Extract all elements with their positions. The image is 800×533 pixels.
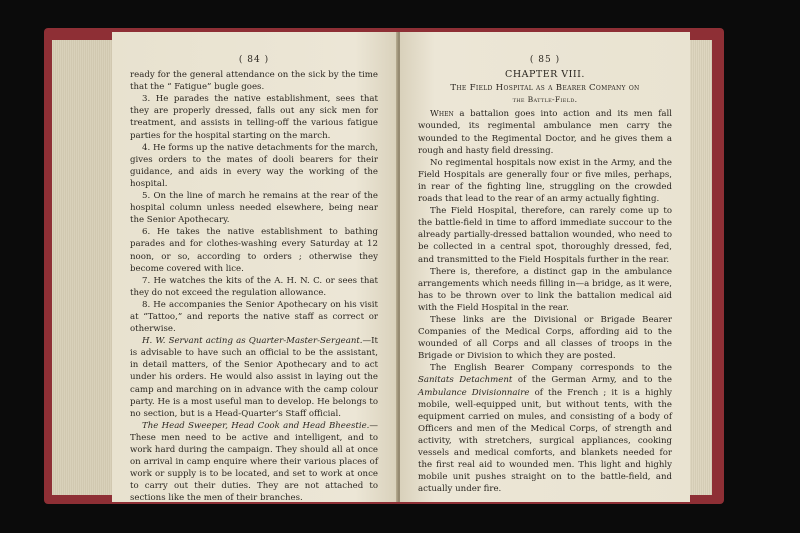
right-page-number: ( 85 ) <box>529 55 561 65</box>
paragraph <box>418 362 672 495</box>
paragraph: 8. He accompanies the Senior Apothecary on his visit at “Tattoo,” and reports the native staff as correct or otherwise. <box>130 299 378 335</box>
paragraph: 4. He forms up the native detachments for the march, gives orders to the mates of dooli bearers for their guidance, and aids in every way the working of the hospital. <box>130 142 378 189</box>
paragraph: 6. He takes the native establishment to bathing parades and for clothes-washing every Saturday at 12 noon, or so, according to orders ; otherwise they become covered with lice. <box>130 227 378 274</box>
page-edges-right <box>688 40 712 495</box>
text-run: of the French ; it is a highly mobile, well-equipped unit, but without tents, with the equipment carried on mules, and consisting of a body of Officers and men of the Medical Corps, of strength and activity, with stretchers, surgical appliances, cooking vessels and medical comforts, and blankets needed for the first real aid to wounded men. This light and highly mobile unit pushes straight on to the battle-field, and actually under fire. <box>418 387 672 495</box>
paragraph: 5. On the line of march he remains at the rear of the hospital column unless needed elsewhere, being near the Senior Apothecary. <box>130 191 378 226</box>
paragraph-body: — These men need to be active and intelligent, and to work hard during the campaign. They should all at once on arrival in camp enquire where their various places of work or supply is to be located, and set to work at once to carry out their duties. They are not attached to sections like the men of their branches. <box>130 420 378 504</box>
paragraph <box>418 108 672 156</box>
page-edges-left <box>52 40 114 495</box>
paragraph: No regimental hospitals now exist in the Army, and the Field Hospitals are generally four or five miles, perhaps, in rear of the fighting line, struggling on the crowded roads that lead to the rear of an army actually fighting. <box>418 157 672 205</box>
paragraph-body: a battalion goes into action and its men fall wounded, its regimental ambulance men carry the wounded to the Regimental Doctor, and he gives them a rough and hasty field dressing. <box>418 109 672 156</box>
paragraph: There is, therefore, a distinct gap in the ambulance arrangements which needs filling in—a bridge, as it were, has to be thrown over to link the battalion medical aid with the Field Hospital in the rear. <box>418 266 672 313</box>
paragraph: The Field Hospital, therefore, can rarely come up to the battle-field in time to afford immediate succour to the already partially-dressed battalion wounded, who need to be collected in a central spot, thoroughly dressed, fed, and transmitted to the Field Hospitals further in the rear. <box>418 206 672 265</box>
left-page <box>112 32 398 502</box>
paragraph: 7. He watches the kits of the A. H. N. C. or sees that they do not exceed the regulation allowance. <box>130 275 378 298</box>
paragraph: These links are the Divisional or Brigade Bearer Companies of the Medical Corps, affording aid to the wounded of all Corps and all classes of troops in the Brigade or Division to which they are posted. <box>418 314 672 362</box>
italic-term: Sanitats Detachment <box>418 375 513 386</box>
paragraph-heading: The Head Sweeper, Head Cook and Head Bheestie. <box>142 420 370 431</box>
paragraph: 3. He parades the native establishment, sees that they are properly dressed, falls out any sick men for treatment, and assists in telling-off the various fatigue parties for the hospital starting on the march. <box>130 94 378 141</box>
paragraph <box>130 335 378 420</box>
right-page <box>400 32 690 502</box>
paragraph-heading: H. W. Servant acting as Quarter-Master-Sergeant. <box>142 336 363 347</box>
lead-word: When <box>430 109 454 120</box>
paragraph <box>130 420 378 505</box>
right-page-text <box>418 54 672 495</box>
italic-term: Ambulance Divisionnaire <box>418 387 530 398</box>
chapter-heading-line-2: the Battle-Field. <box>512 95 578 105</box>
left-page-text <box>130 54 378 504</box>
paragraph-body: —It is advisable to have such an official to be the assistant, in detail matters, of the Senior Apothecary and to act under his orders. He would also assist in laying out the camp and marching on in advance with the camp colour party. He is a most useful man to develop. He belongs to no section, but is a Head-Quarter’s Staff official. <box>130 336 378 419</box>
text-run: The English Bearer Company corresponds to the <box>430 363 672 374</box>
paragraph: ready for the general attendance on the sick by the time that the “ Fatigue” bugle goes. <box>130 70 378 93</box>
chapter-title: CHAPTER VIII. <box>505 69 585 81</box>
chapter-heading-line-1: The Field Hospital as a Bearer Company on <box>450 83 640 94</box>
text-run: of the German Army, and to the <box>512 375 673 386</box>
left-page-number: ( 84 ) <box>238 55 270 65</box>
